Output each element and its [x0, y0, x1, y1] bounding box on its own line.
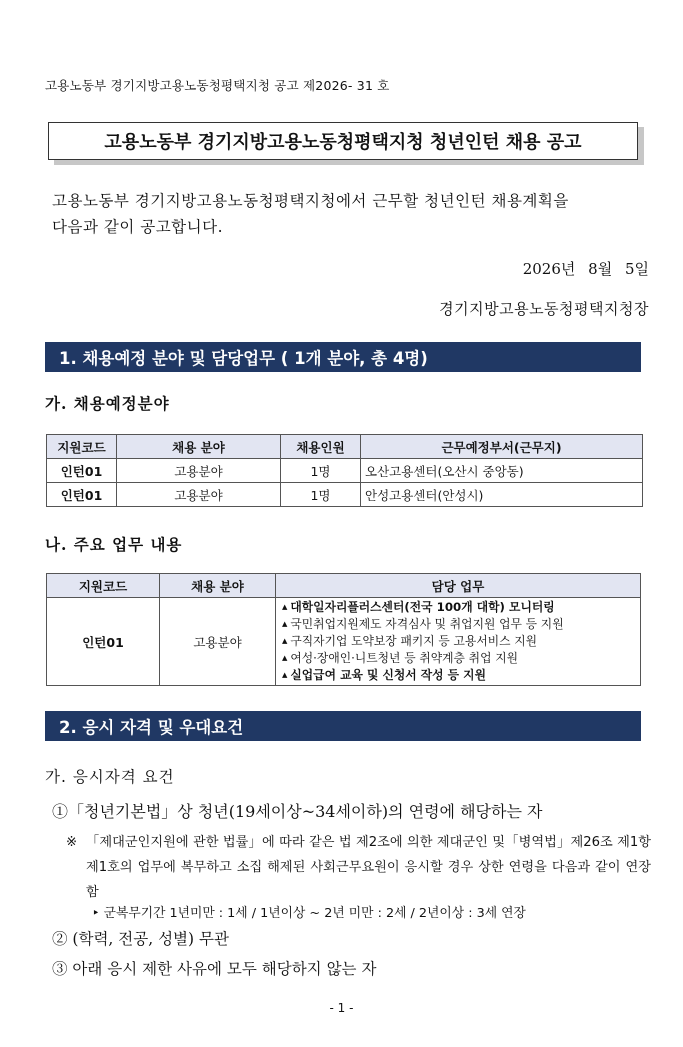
section-1-header: 1. 채용예정 분야 및 담당업무 ( 1개 분야, 총 4명)	[45, 342, 641, 372]
duty-item: ▲ 여성·장애인·니트청년 등 취약계층 취업 지원	[282, 651, 519, 665]
column-header: 채용 분야	[160, 574, 276, 598]
duty-item: ▲ 국민취업지원제도 자격심사 및 취업지원 업무 등 지원	[282, 617, 564, 631]
cell-count: 1명	[281, 459, 361, 483]
duty-item: ▲ 대학일자리플러스센터(전국 100개 대학) 모니터링	[282, 600, 555, 614]
duty-item: ▲ 구직자기업 도약보장 패키지 등 고용서비스 지원	[282, 634, 538, 648]
issuer-name: 경기지방고용노동청평택지청장	[439, 300, 649, 318]
page-title: 고용노동부 경기지방고용노동청평택지청 청년인턴 채용 공고	[48, 122, 638, 160]
subheading-recruitment-fields: 가. 채용예정분야	[45, 394, 170, 413]
column-header: 지원코드	[47, 435, 117, 459]
column-header: 채용인원	[281, 435, 361, 459]
duty-item: ▲ 실업급여 교육 및 신청서 작성 등 지원	[282, 668, 486, 682]
cell-code: 인턴01	[47, 598, 160, 686]
recruitment-fields-table	[46, 434, 643, 507]
section-2-header: 2. 응시 자격 및 우대요건	[45, 711, 641, 741]
cell-field: 고용분야	[117, 459, 281, 483]
announcement-date: 2026년 8월 5일	[522, 260, 649, 278]
column-header: 담당 업무	[276, 574, 641, 598]
cell-code: 인턴01	[47, 483, 117, 507]
table-header-row	[47, 435, 643, 459]
cell-duties	[276, 598, 641, 686]
cell-department: 안성고용센터(안성시)	[361, 483, 643, 507]
cell-field: 고용분야	[117, 483, 281, 507]
subheading-main-duties: 나. 주요 업무 내용	[45, 535, 183, 554]
service-extension-detail: ‣ 군복무기간 1년미만 : 1세 / 1년이상 ~ 2년 미만 : 2세 / 2년이상 : 3세 연장	[92, 906, 526, 921]
intro-paragraph-line1: 고용노동부 경기지방고용노동청평택지청에서 근무할 청년인턴 채용계획을	[52, 192, 569, 210]
triangle-bullet-icon: ▲	[282, 671, 288, 679]
column-header: 근무예정부서(근무지)	[361, 435, 643, 459]
table-row	[47, 459, 643, 483]
triangle-bullet-icon: ▲	[282, 620, 288, 628]
column-header: 지원코드	[47, 574, 160, 598]
table-row	[47, 483, 643, 507]
note-symbol: ※	[66, 835, 78, 850]
announcement-number: 고용노동부 경기지방고용노동청평택지청 공고 제2026- 31 호	[45, 78, 390, 93]
note-text: 「제대군인지원에 관한 법률」에 따라 같은 법 제2조에 의한 제대군인 및「병역법」제26조 제1항 제1호의 업무에 복무하고 소집 해제된 사회근무요원이 응시할 경우 상한 연령을 다음과 같이 연장함	[86, 835, 651, 900]
requirement-1: ①「청년기본법」상 청년(19세이상~34세이하)의 연령에 해당하는 자	[52, 802, 543, 821]
duties-table	[46, 573, 641, 686]
cell-field: 고용분야	[160, 598, 276, 686]
cell-code: 인턴01	[47, 459, 117, 483]
military-service-note	[66, 830, 651, 905]
triangle-bullet-icon: ▲	[282, 654, 288, 662]
triangle-bullet-icon: ▲	[282, 603, 288, 611]
table-header-row	[47, 574, 641, 598]
intro-paragraph-line2: 다음과 같이 공고합니다.	[52, 218, 224, 236]
table-row	[47, 598, 641, 686]
cell-department: 오산고용센터(오산시 중앙동)	[361, 459, 643, 483]
subheading-eligibility: 가. 응시자격 요건	[45, 768, 175, 786]
cell-count: 1명	[281, 483, 361, 507]
column-header: 채용 분야	[117, 435, 281, 459]
requirement-2: ② (학력, 전공, 성별) 무관	[52, 930, 229, 948]
page-number: - 1 -	[329, 1001, 354, 1015]
requirement-3: ③ 아래 응시 제한 사유에 모두 해당하지 않는 자	[52, 960, 377, 978]
triangle-bullet-icon: ▲	[282, 637, 288, 645]
